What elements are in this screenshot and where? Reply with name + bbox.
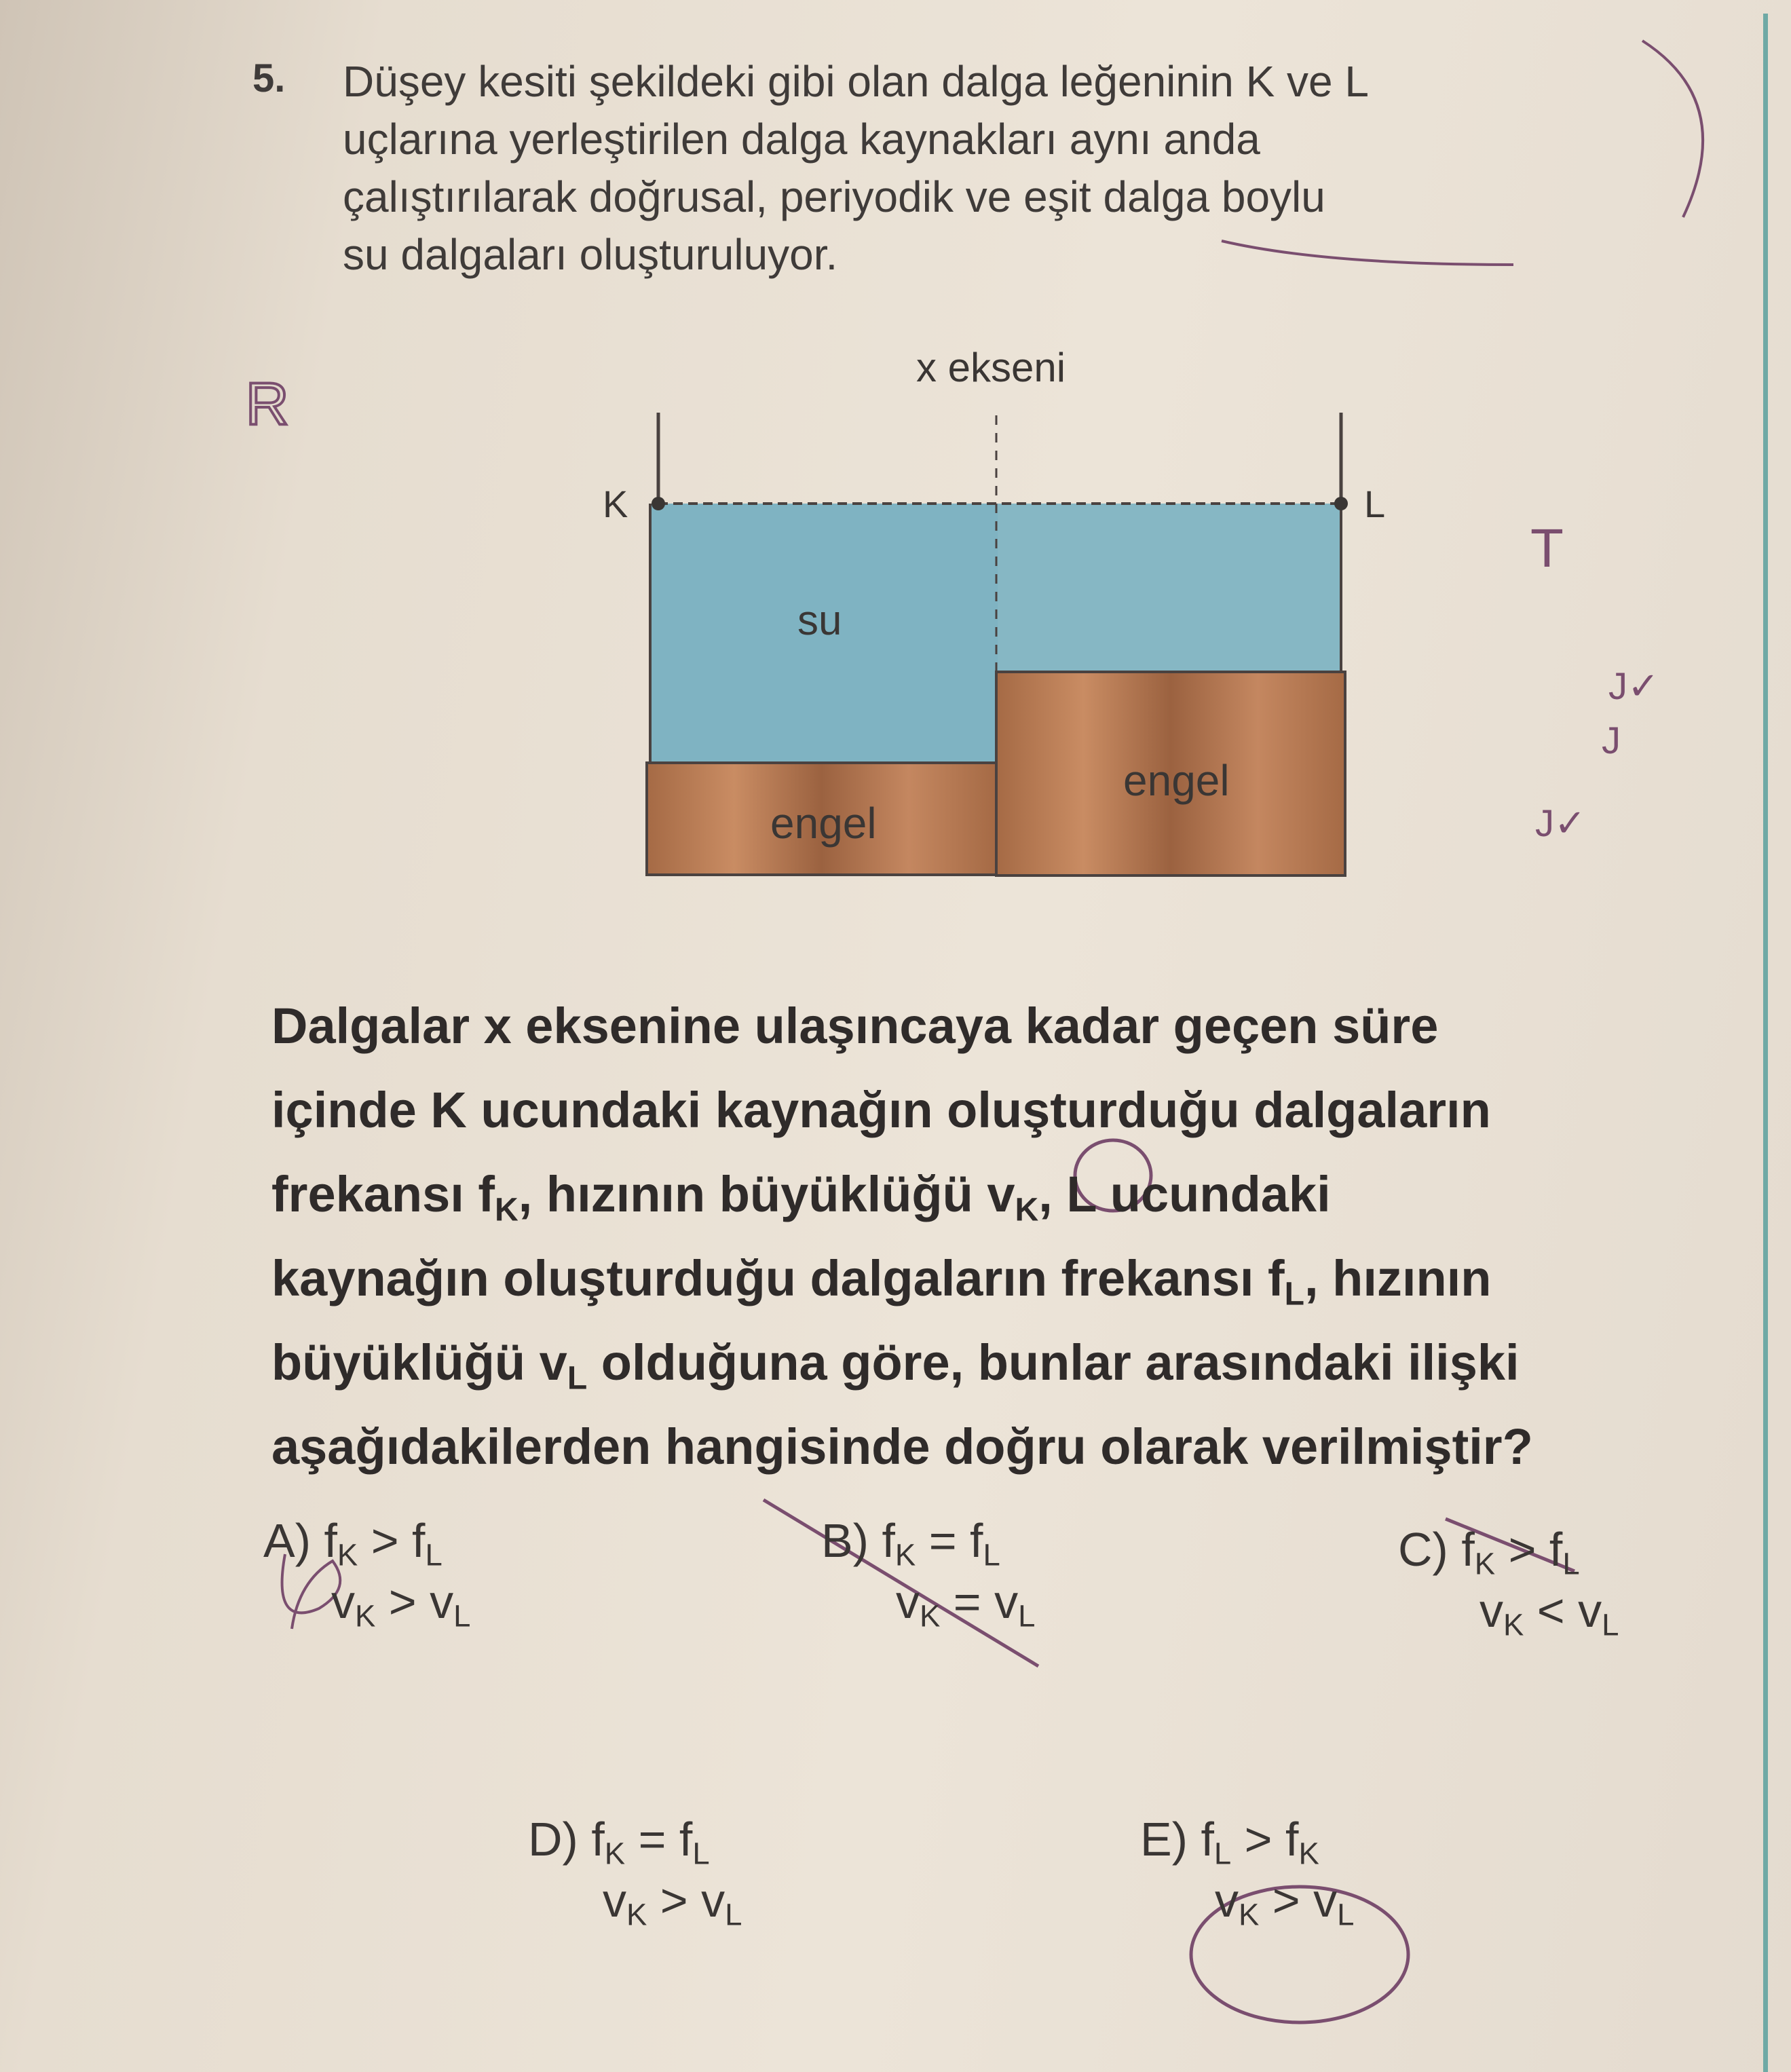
subscript: K <box>920 1598 941 1634</box>
option-text: f <box>1461 1523 1475 1576</box>
stem-line: çalıştırılarak doğrusal, periyodik ve eşit dalga boylu <box>343 172 1325 221</box>
prompt-line <box>271 1321 1731 1405</box>
prompt-text: , hızının büyüklüğü v <box>518 1166 1015 1222</box>
subscript: K <box>337 1537 358 1572</box>
subscript: K <box>1015 1191 1039 1228</box>
subscript: L <box>1562 1546 1580 1581</box>
option-text: > f <box>1495 1523 1563 1576</box>
option-text: v <box>331 1575 355 1628</box>
option-text: f <box>324 1514 337 1567</box>
option-text: f <box>1201 1813 1214 1866</box>
subscript: L <box>453 1598 471 1634</box>
option-letter: C) <box>1398 1523 1448 1576</box>
subscript: L <box>1284 1275 1305 1313</box>
subscript: L <box>983 1537 1000 1572</box>
subscript: L <box>1018 1598 1036 1634</box>
option-line2 <box>528 1870 742 1931</box>
question-number: 5. <box>252 56 286 100</box>
subscript: K <box>894 1537 916 1572</box>
subscript: L <box>425 1537 442 1572</box>
option-text: f <box>591 1813 605 1866</box>
prompt-line <box>271 984 1731 1068</box>
point-k <box>652 497 665 510</box>
subscript: L <box>725 1897 742 1932</box>
option-line2 <box>1398 1580 1619 1641</box>
prompt-line <box>271 1068 1731 1152</box>
stem-line: Düşey kesiti şekildeki gibi olan dalga leğeninin K ve L <box>343 57 1369 106</box>
option-text: > f <box>358 1514 426 1567</box>
point-l <box>1334 497 1348 510</box>
handwritten-note-1: J✓ <box>1608 664 1659 707</box>
prompt-line <box>271 1405 1731 1489</box>
option-text: v <box>1215 1874 1239 1927</box>
water-region-right <box>998 504 1341 673</box>
handwritten-note-top: T <box>1530 518 1564 578</box>
prompt-line <box>271 1237 1731 1321</box>
handwritten-note-3: J✓ <box>1535 802 1586 844</box>
handwritten-margin-mark: R <box>246 370 289 437</box>
option-text: = f <box>916 1514 983 1567</box>
option-c[interactable] <box>1398 1519 1619 1641</box>
option-letter: B) <box>821 1514 869 1567</box>
subscript: K <box>1474 1546 1496 1581</box>
prompt-line <box>271 1152 1731 1237</box>
prompt-text: , hızının <box>1304 1250 1492 1306</box>
prompt-text: Dalgalar x eksenine ulaşıncaya kadar geçen süre <box>271 998 1439 1054</box>
option-text: v <box>896 1575 920 1628</box>
option-letter: E) <box>1140 1813 1188 1866</box>
label-k: K <box>603 483 628 525</box>
prompt-text: olduğuna göre, bunlar arasındaki ilişki <box>587 1334 1520 1391</box>
subscript: L <box>1213 1836 1232 1871</box>
option-a[interactable] <box>263 1510 470 1632</box>
prompt-text: frekansı f <box>271 1166 495 1222</box>
option-letter: D) <box>528 1813 578 1866</box>
option-letter: A) <box>263 1514 311 1567</box>
subscript: K <box>355 1598 376 1634</box>
subscript: K <box>626 1897 647 1932</box>
prompt-text: aşağıdakilerden hangisinde doğru olarak verilmiştir? <box>271 1418 1533 1475</box>
option-text: v <box>603 1874 626 1927</box>
option-text: v <box>1479 1584 1503 1637</box>
prompt-text: , L ucundaki <box>1038 1166 1331 1222</box>
subscript: L <box>567 1359 588 1397</box>
stem-line: uçlarına yerleştirilen dalga kaynakları aynı anda <box>343 115 1260 164</box>
option-text: > v <box>647 1874 725 1927</box>
stem-line: su dalgaları oluşturuluyor. <box>343 230 838 279</box>
handwritten-underline <box>1222 241 1513 265</box>
water-label: su <box>797 597 842 644</box>
option-text: = f <box>625 1813 693 1866</box>
prompt-text: büyüklüğü v <box>271 1334 567 1391</box>
subscript: L <box>692 1836 710 1871</box>
handwritten-note-2: J <box>1602 719 1621 761</box>
option-line2 <box>821 1571 1035 1632</box>
question-prompt <box>271 984 1731 1489</box>
option-line2 <box>263 1571 470 1632</box>
option-text: > f <box>1231 1813 1299 1866</box>
subscript: K <box>1298 1836 1319 1871</box>
option-d[interactable] <box>528 1809 742 1931</box>
option-text: < v <box>1524 1584 1602 1637</box>
left-obstacle-label: engel <box>770 799 877 848</box>
option-b[interactable] <box>821 1510 1035 1632</box>
prompt-text: kaynağın oluşturduğu dalgaların frekansı f <box>271 1250 1285 1306</box>
option-text: = v <box>940 1575 1019 1628</box>
subscript: K <box>1503 1607 1524 1642</box>
subscript: L <box>1602 1607 1619 1642</box>
right-obstacle-label: engel <box>1123 756 1230 805</box>
subscript: K <box>1239 1897 1260 1932</box>
handwritten-margin-curve <box>1642 41 1703 217</box>
axis-label: x ekseni <box>916 345 1066 390</box>
option-line2 <box>1140 1870 1354 1931</box>
option-text: > v <box>1259 1874 1338 1927</box>
prompt-text: içinde K ucundaki kaynağın oluşturduğu dalgaların <box>271 1082 1491 1138</box>
subscript: K <box>604 1836 626 1871</box>
label-l: L <box>1364 483 1386 525</box>
option-e[interactable] <box>1140 1809 1354 1931</box>
subscript: K <box>495 1191 519 1228</box>
subscript: L <box>1337 1897 1355 1932</box>
option-text: f <box>882 1514 895 1567</box>
option-text: > v <box>375 1575 454 1628</box>
